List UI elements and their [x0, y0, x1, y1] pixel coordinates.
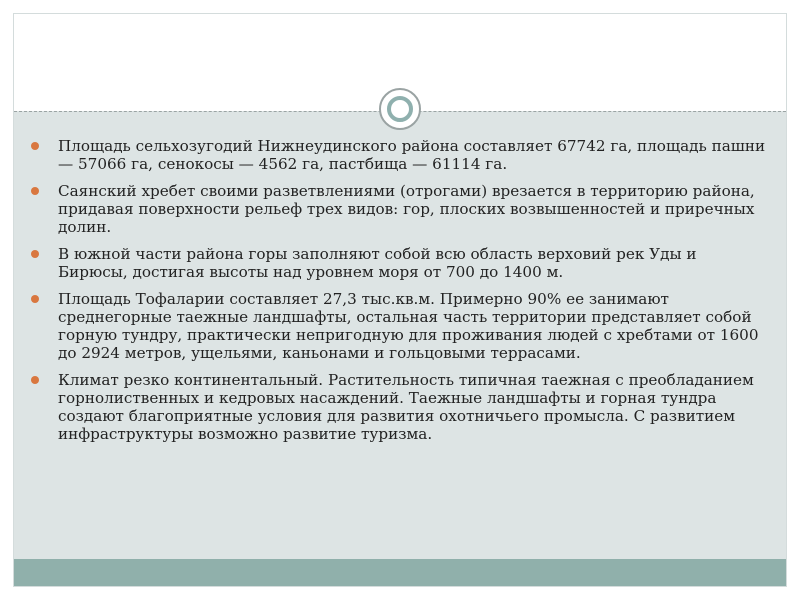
footer-bar	[14, 559, 786, 586]
list-item	[28, 182, 770, 236]
bullet-dot-icon	[31, 250, 39, 258]
bullet-text: Саянский хребет своими разветвлениями (отрогами) врезается в территорию района, придавая поверхности рельеф трех видов: гор, плоских возвышенностей и приречных долин.	[58, 182, 755, 236]
bullet-text: Площадь Тофаларии составляет 27,3 тыс.кв.м. Примерно 90% ее занимают среднегорные таежные ландшафты, остальная часть территории представляет собой горную тундру, практически непригодную для проживания людей с хребтами от 1600 до 2924 метров, ущельями, каньонами и гольцовыми террасами.	[58, 290, 759, 362]
list-item	[28, 290, 770, 362]
bullet-dot-icon	[31, 142, 39, 150]
bullet-text: В южной части района горы заполняют собой всю область верховий рек Уды и Бирюсы, достигая высоты над уровнем моря от 700 до 1400 м.	[58, 245, 697, 281]
bullet-text: Климат резко континентальный. Растительность типичная таежная с преобладанием горнолиственных и кедровых насаждений. Таежные ландшафты и горная тундра создают благоприятные условия для развития охотничьего промысла. С развитием инфраструктуры возможно развитие туризма.	[58, 371, 754, 443]
list-item	[28, 137, 770, 173]
bullet-list	[28, 137, 770, 452]
bullet-dot-icon	[31, 187, 39, 195]
circle-ornament-icon	[379, 88, 421, 130]
list-item	[28, 245, 770, 281]
list-item	[28, 371, 770, 443]
bullet-dot-icon	[31, 376, 39, 384]
slide	[13, 13, 787, 587]
circle-ornament-inner	[387, 96, 413, 122]
bullet-dot-icon	[31, 295, 39, 303]
bullet-text: Площадь сельхозугодий Нижнеудинского района составляет 67742 га, площадь пашни — 57066 га, сенокосы — 4562 га, пастбища — 61114 га.	[58, 137, 766, 173]
